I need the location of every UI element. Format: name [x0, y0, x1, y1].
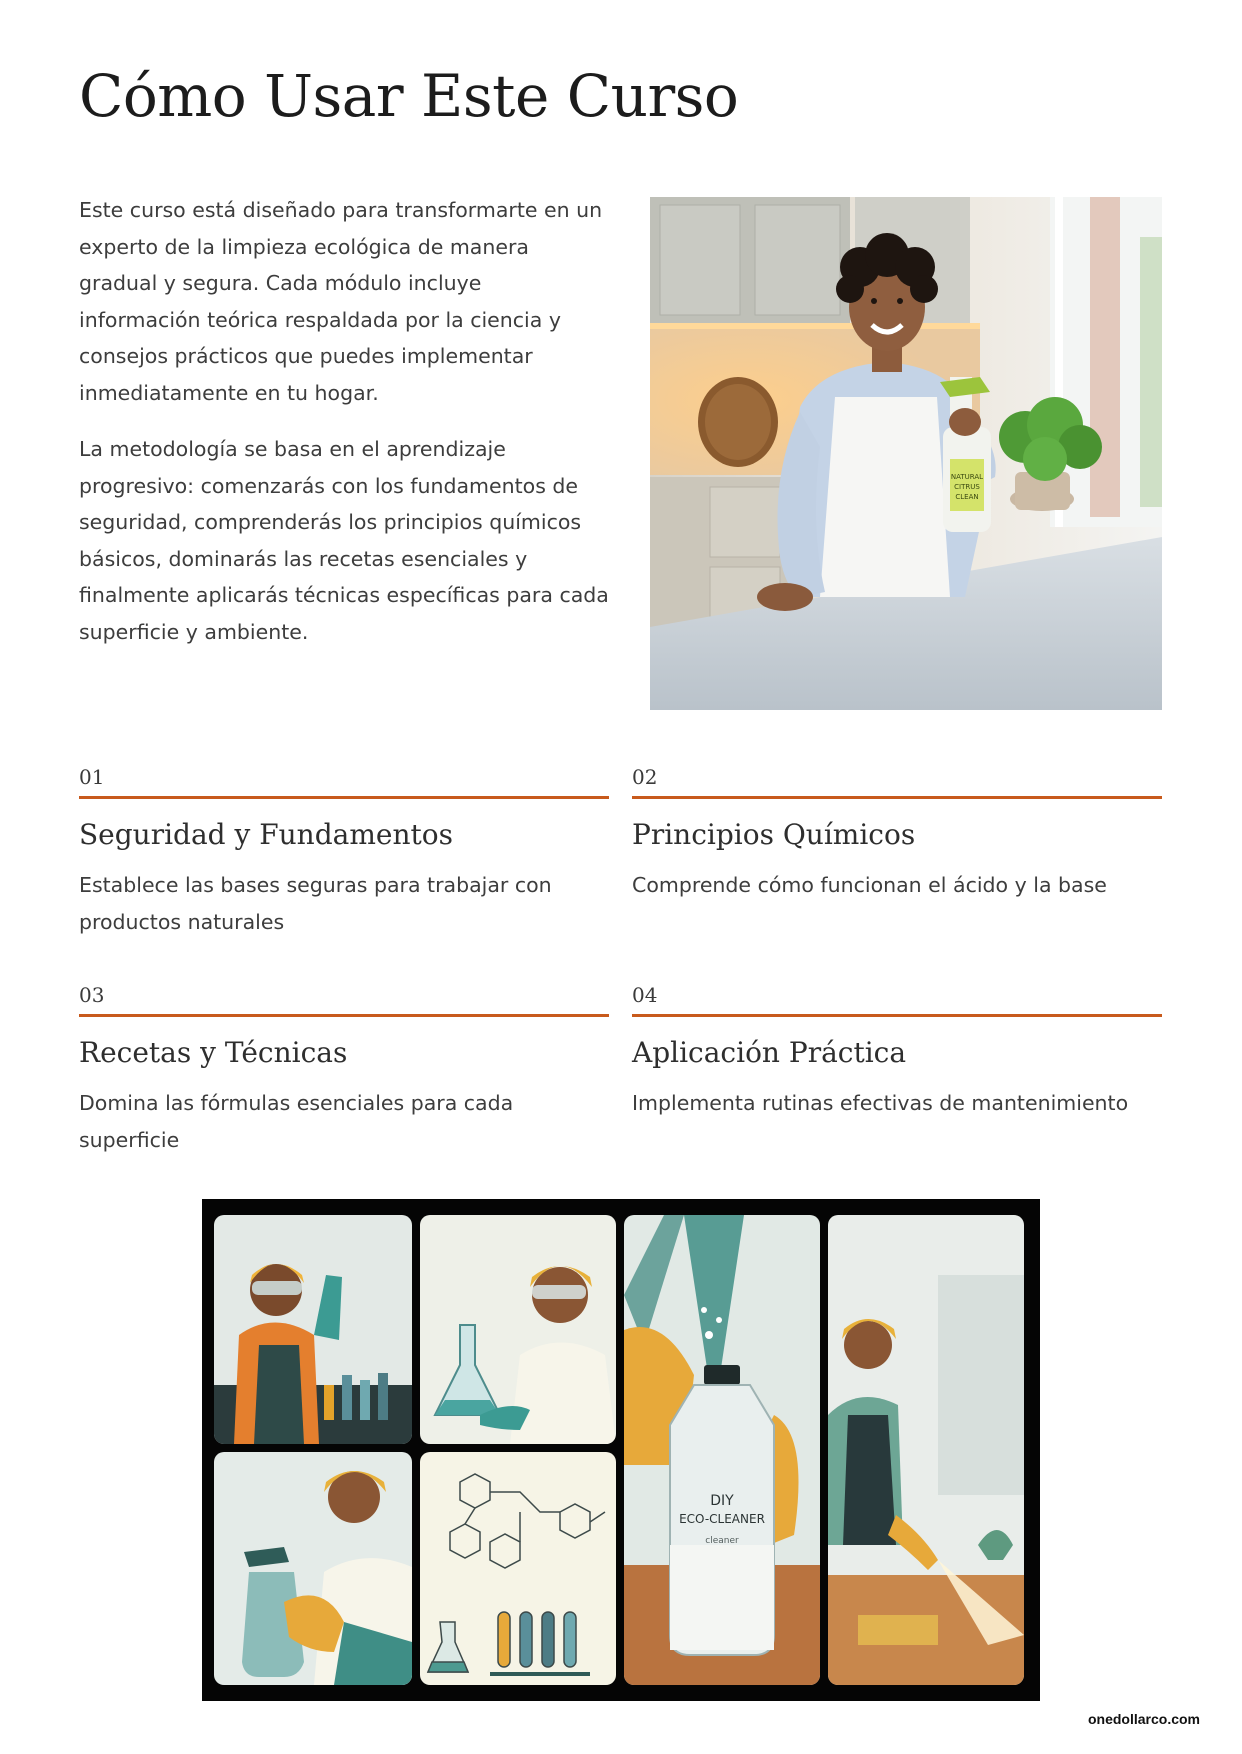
module-card-02	[632, 760, 1162, 904]
bottle-label-line2: CITRUS	[954, 483, 980, 491]
bottle-label-line1: NATURAL	[950, 473, 984, 481]
panel-diy-bottle	[624, 1215, 820, 1685]
intro-paragraph-2: La metodología se basa en el aprendizaje progresivo: comenzarás con los fundamentos de seguridad, comprenderás los principios químicos básicos, dominarás las recetas esenciales y finalmente aplicarás técnicas específicas para cada superficie y ambiente.	[79, 437, 609, 644]
module-description: Domina las fórmulas esenciales para cada superficie	[79, 1091, 514, 1152]
module-title: Principios Químicos	[632, 818, 916, 851]
module-card-03	[79, 978, 609, 1158]
intro-paragraph-1: Este curso está diseñado para transformarte en un experto de la limpieza ecológica de manera gradual y segura. Cada módulo incluye información teórica respaldada por la ciencia y consejos prácticos que puedes implementar inmediatamente en tu hogar.	[79, 198, 603, 405]
module-description: Implementa rutinas efectivas de mantenimiento	[632, 1091, 1129, 1115]
module-title: Recetas y Técnicas	[79, 1036, 348, 1069]
intro-text	[79, 192, 609, 670]
page-title: Cómo Usar Este Curso	[79, 62, 739, 130]
panel-safety-gear	[214, 1215, 412, 1444]
illustration-collage	[202, 1199, 1040, 1701]
module-description: Comprende cómo funcionan el ácido y la base	[632, 873, 1107, 897]
illustration-bottle-label-2: ECO-CLEANER	[679, 1512, 765, 1526]
module-number: 01	[79, 765, 105, 789]
module-description: Establece las bases seguras para trabajar con productos naturales	[79, 873, 552, 934]
module-divider	[79, 1014, 609, 1017]
module-title: Seguridad y Fundamentos	[79, 818, 453, 851]
kitchen-scene-illustration	[650, 197, 1162, 710]
panel-chemistry-flask	[420, 1215, 616, 1444]
module-card-04	[632, 978, 1162, 1122]
module-divider	[79, 796, 609, 799]
module-number: 03	[79, 983, 105, 1007]
module-number: 04	[632, 983, 658, 1007]
module-divider	[632, 796, 1162, 799]
module-number: 02	[632, 765, 658, 789]
footer-brand: onedollarco.com	[1087, 1711, 1200, 1727]
panel-cleaning-surface	[828, 1215, 1024, 1685]
hero-photo	[650, 197, 1162, 710]
panel-molecules	[420, 1452, 616, 1685]
panel-spray-bottle	[214, 1452, 412, 1685]
bottle-label-line3: CLEAN	[955, 493, 979, 501]
illustration-bottle-label-1: DIY	[710, 1493, 734, 1509]
module-card-01	[79, 760, 609, 940]
illustration-bottle-label-3: cleaner	[705, 1536, 739, 1546]
module-divider	[632, 1014, 1162, 1017]
module-title: Aplicación Práctica	[632, 1036, 907, 1069]
